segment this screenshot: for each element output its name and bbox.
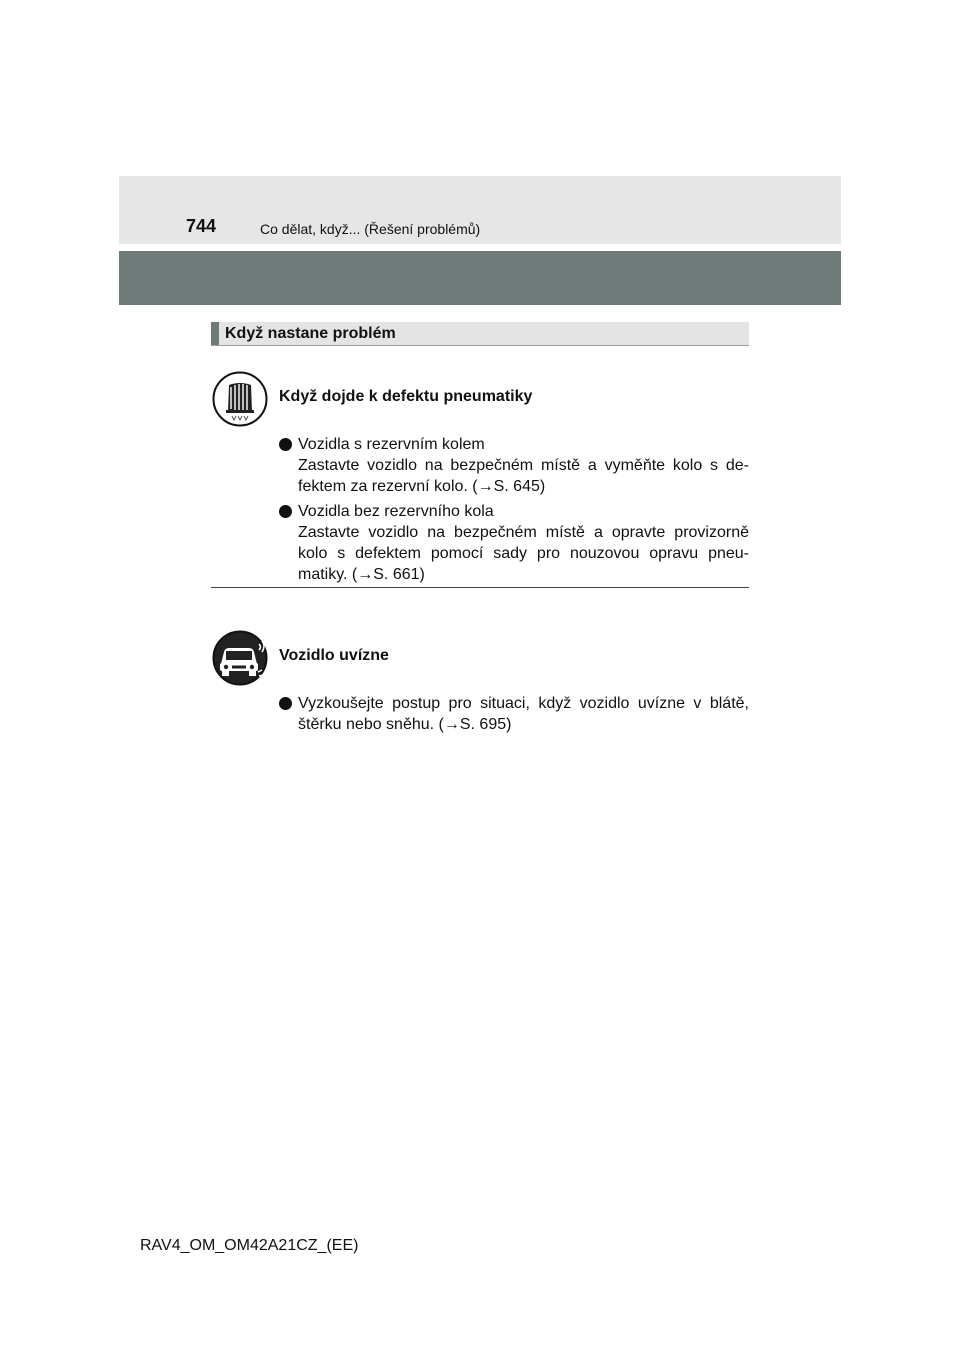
list-item [279,501,749,585]
bullet-lead: Vozidla s rezervním kolem [298,436,485,453]
list-item [279,693,749,735]
bullet-lead: Vozidla bez rezervního kola [298,503,494,520]
bullet-body-line: kolo s defektem pomocí sady pro nouzovou opravu pneu- [298,545,749,562]
bullet-body-line: matiky. (→S. 661) [298,566,425,583]
section-heading [211,322,749,346]
chapter-title: Co dělat, když... (Řešení problémů) [260,221,481,237]
chapter-band [119,251,841,305]
bullet-dot [279,505,292,518]
bullet-lead: Vyzkoušejte postup pro situaci, když vozidlo uvízne v blátě, [298,695,749,712]
topic-title-stuck-vehicle: Vozidlo uvízne [279,647,389,664]
stuck-vehicle-icon [212,630,268,686]
section-heading-bar [211,322,219,345]
section-heading-label: Když nastane problém [225,325,396,342]
footer-code: RAV4_OM_OM42A21CZ_(EE) [140,1237,359,1254]
bullet-dot [279,697,292,710]
bullet-body-line: štěrku nebo sněhu. (→S. 695) [298,716,512,733]
topic-title-flat-tire: Když dojde k defektu pneumatiky [279,388,533,405]
bullet-body-line: Zastavte vozidlo na bezpečném místě a vyměňte kolo s de- [298,457,749,474]
list-item [279,434,749,497]
bullet-body-line: fektem za rezervní kolo. (→S. 645) [298,478,546,495]
flat-tire-icon [212,371,268,427]
section-divider [211,587,749,588]
bullet-body-line: Zastavte vozidlo na bezpečném místě a opravte provizorně [298,524,749,541]
page-number: 744 [186,216,217,236]
bullet-dot [279,438,292,451]
